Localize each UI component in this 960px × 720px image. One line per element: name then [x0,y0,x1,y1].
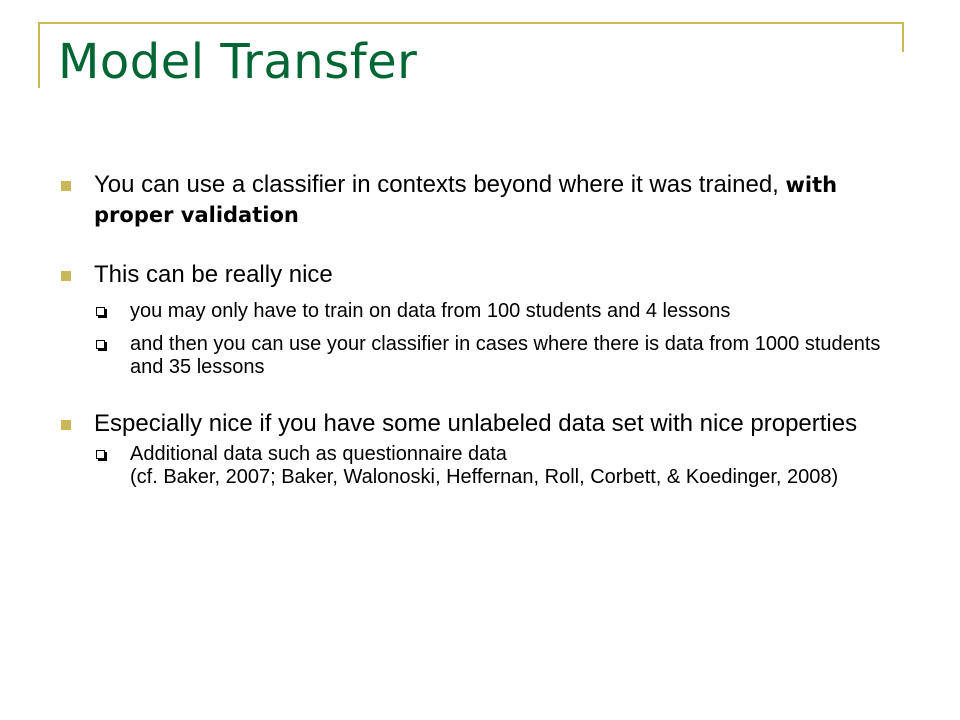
square-bullet-icon [61,420,71,430]
bullet-text [94,171,837,228]
hollow-square-bullet-icon [96,340,105,349]
bullet-item-1 [60,170,900,230]
bullet-text: Especially nice if you have some unlabeled data set with nice properties [94,410,858,437]
square-bullet-icon [61,271,71,281]
frame-left-line [38,22,40,88]
frame-right-line [902,22,904,52]
sub-bullet-text-line-1: Additional data such as questionnaire data [130,443,507,465]
sub-bullet-item-1 [60,300,900,323]
hollow-square-bullet-icon [96,307,105,316]
bullet-item-2 [60,260,900,290]
slide-title: Model Transfer [58,34,418,90]
bullet-item-3 [60,409,900,439]
slide-body [60,170,900,489]
bullet-plain-text: You can use a classifier in contexts beyond where it was trained, [94,171,779,198]
sub-bullet-item-3 [60,443,900,489]
sub-bullet-text: and then you can use your classifier in cases where there is data from 1000 students and 35 lessons [130,333,881,378]
sub-bullet-text: you may only have to train on data from 100 students and 4 lessons [130,300,731,322]
frame-top-line [38,22,904,24]
sub-bullet-text-line-2: (cf. Baker, 2007; Baker, Walonoski, Heffernan, Roll, Corbett, & Koedinger, 2008) [130,466,839,488]
sub-bullet-item-2 [60,333,900,379]
bullet-text: This can be really nice [94,261,333,288]
bullet-bold-text: with proper validation [94,173,838,227]
hollow-square-bullet-icon [96,450,105,459]
square-bullet-icon [61,181,71,191]
